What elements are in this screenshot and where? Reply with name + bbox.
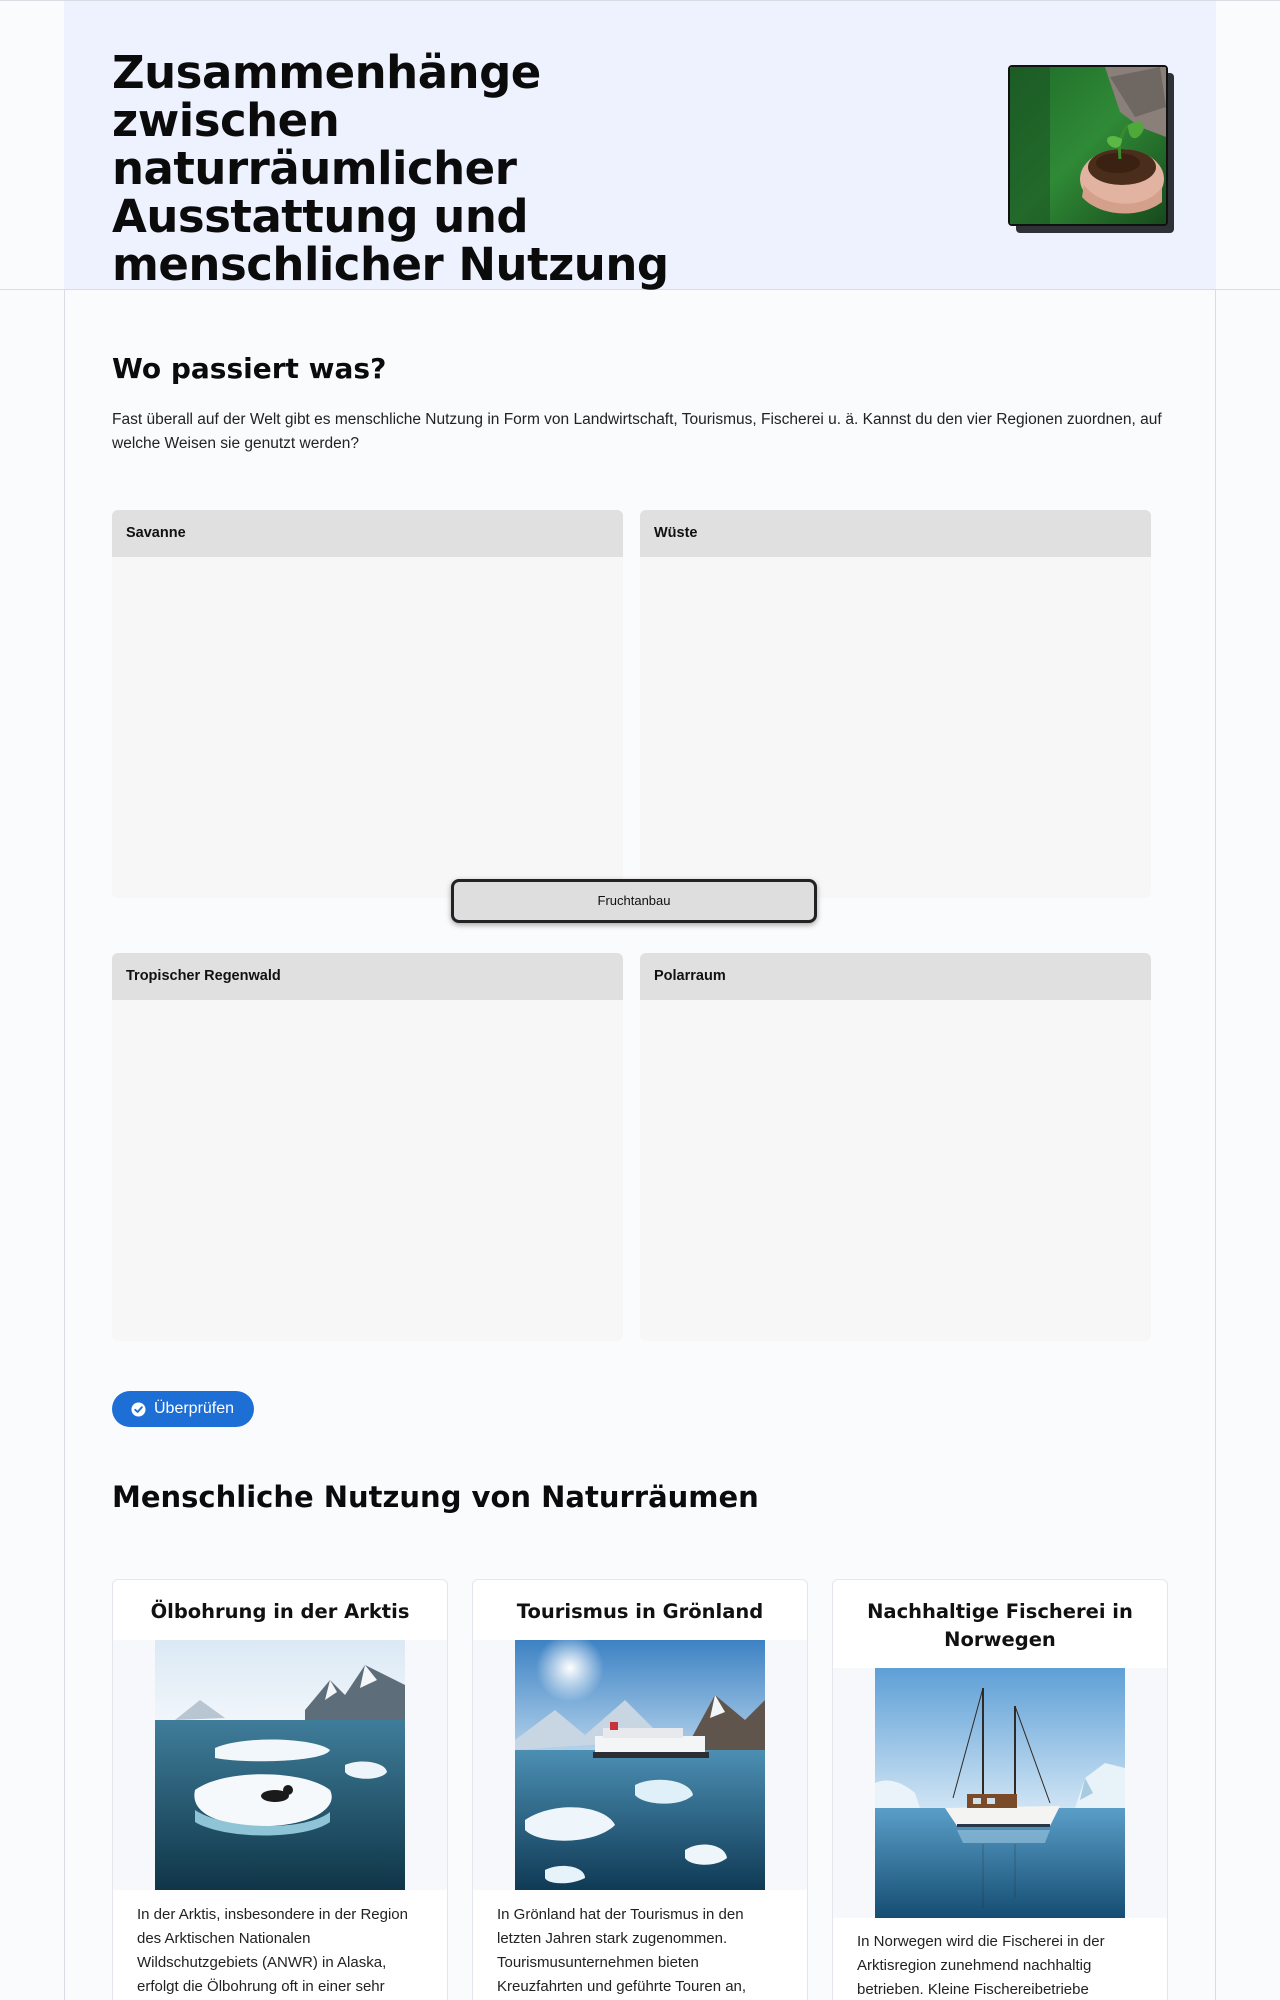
card-tourismus-groenland [472, 1579, 808, 2000]
section-title-wo-passiert-was: Wo passiert was? [112, 352, 387, 385]
check-button-label: Überprüfen [154, 1400, 235, 1417]
card-text: In Grönland hat der Tourismus in den letzten Jahren stark zugenommen. Tourismusunternehmen bieten Kreuzfahrten und geführte Touren an, [497, 1906, 747, 1995]
card-title: Nachhaltige Fischerei in Norwegen [867, 1600, 1133, 1651]
drag-item-fruchtanbau[interactable]: Fruchtanbau [451, 879, 817, 923]
dropzone-wueste[interactable] [640, 510, 1151, 898]
intro-text: Fast überall auf der Welt gibt es menschliche Nutzung in Form von Landwirtschaft, Tourismus, Fischerei u. ä. Kannst du den vier Regionen zuordnen, auf welche Weisen sie genutzt werden? [112, 411, 1162, 452]
dropzone-savanne[interactable] [112, 510, 623, 898]
card-image-band [473, 1640, 807, 1890]
card-title: Ölbohrung in der Arktis [150, 1600, 410, 1623]
hero-image [1008, 65, 1174, 233]
card-oelbohrung-arktis [112, 1579, 448, 2000]
section-title-menschliche-nutzung: Menschliche Nutzung von Naturräumen [112, 1480, 759, 1514]
sailing-boat-fjord-photo [875, 1668, 1125, 1918]
hero-header [0, 0, 1280, 290]
card-text: In Norwegen wird die Fischerei in der Arktisregion zunehmend nachhaltig betrieben. Kleine Fischereibetriebe [857, 1933, 1105, 1998]
dropzone-label: Wüste [640, 510, 1151, 557]
page-title: Zusammenhänge zwischen naturräumlicher Ausstattung und menschlicher Nutzung [112, 46, 669, 291]
dropzone-label: Polarraum [640, 953, 1151, 1000]
card-nachhaltige-fischerei-norwegen [832, 1579, 1168, 2000]
hands-soil-seedling-photo [1008, 65, 1168, 226]
card-title: Tourismus in Grönland [516, 1600, 764, 1623]
dropzone-label: Tropischer Regenwald [112, 953, 623, 1000]
card-text: In der Arktis, insbesondere in der Region des Arktischen Nationalen Wildschutzgebiets (ANWR) in Alaska, erfolgt die Ölbohrung oft in einer sehr [137, 1906, 408, 1995]
check-circle-icon [131, 1402, 146, 1417]
check-button[interactable] [112, 1391, 254, 1427]
dropzone-label: Savanne [112, 510, 623, 557]
card-image-band [833, 1668, 1167, 1918]
hero-panel [64, 1, 1216, 289]
dropzone-polarraum[interactable] [640, 953, 1151, 1341]
dropzone-tropischer-regenwald[interactable] [112, 953, 623, 1341]
cruise-ship-icebergs-photo [515, 1640, 765, 1890]
seal-on-ice-floe-photo [155, 1640, 405, 1890]
card-image-band [113, 1640, 447, 1890]
